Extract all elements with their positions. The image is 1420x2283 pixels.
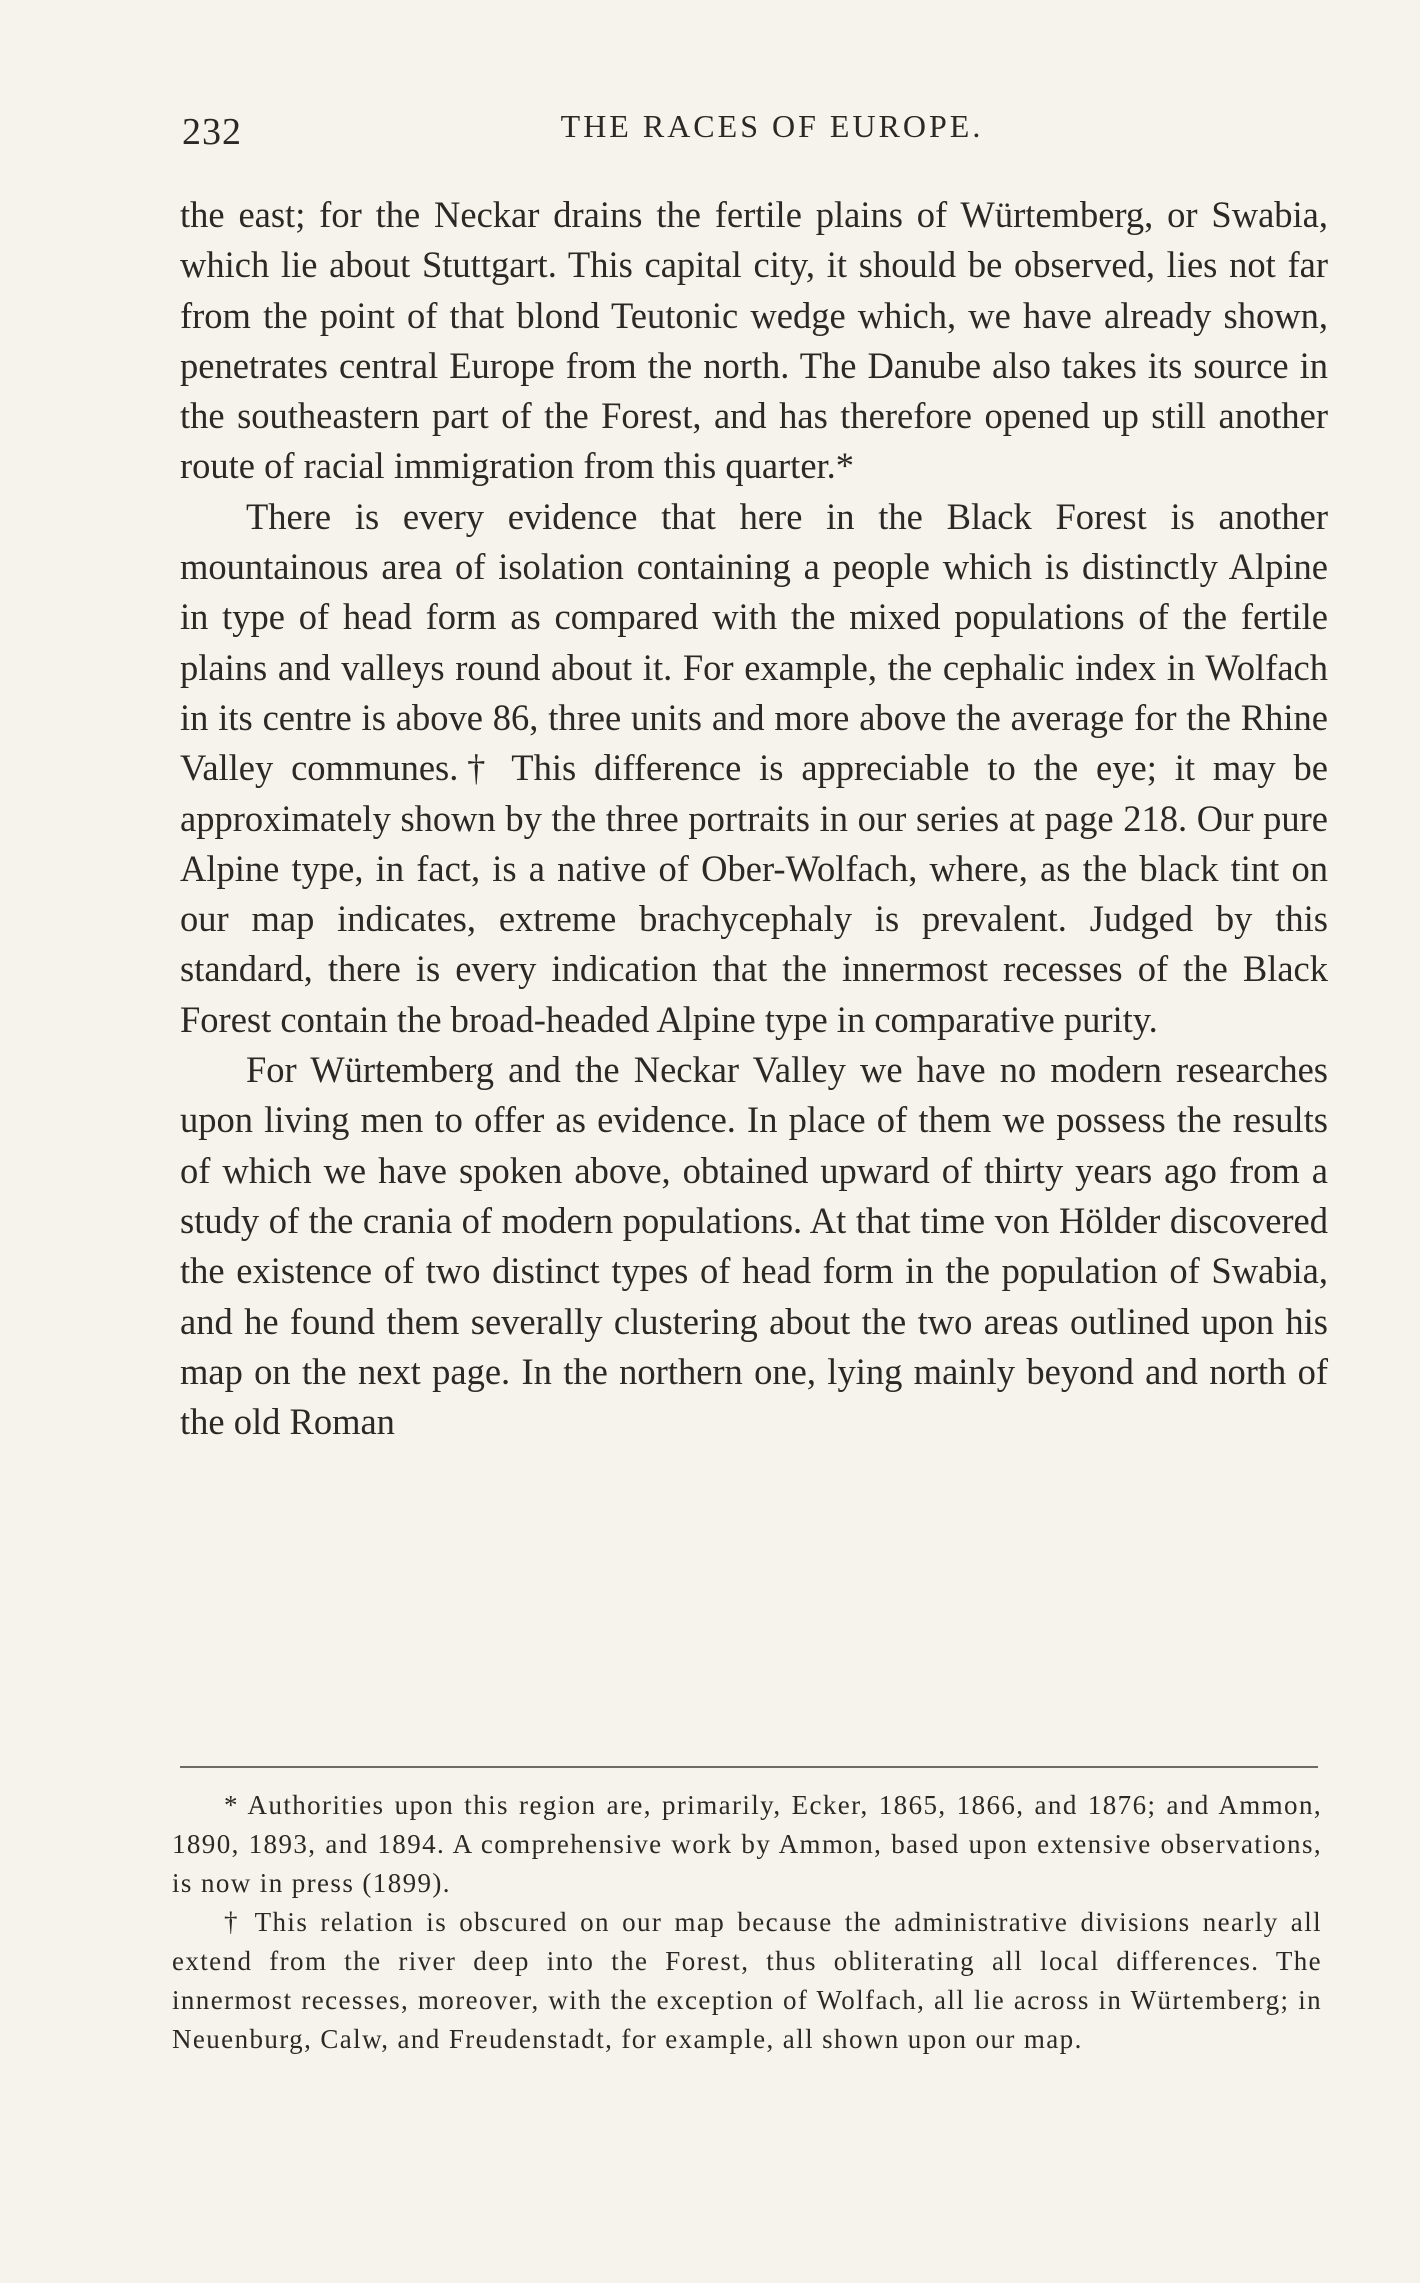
paragraph-wurtemberg: For Würtemberg and the Neckar Valley we have no modern researches upon living men to offer as evidence. In place of them we possess the results of which we have spoken above, obtained upward of thirty years ago from a study of the crania of modern populations. At that time von Hölder discovered the existence of two distinct types of head form in the population of Swabia, and he found them severally clustering about the two areas outlined upon his map on the next page. In the northern one, lying mainly beyond and north of the old Roman — [180, 1049, 1328, 1443]
page-number: 232 — [182, 111, 242, 153]
footnote-asterisk: * Authorities upon this region are, primarily, Ecker, 1865, 1866, and 1876; and Ammon, 1890, 1893, and 1894. A comprehensive work by Ammon, based upon extensive observations, is now in press (1899). — [172, 1790, 1322, 1898]
body-text — [180, 190, 1328, 1447]
paragraph-continuation: the east; for the Neckar drains the fertile plains of Würtemberg, or Swabia, which lie about Stuttgart. This capital city, it should be observed, lies not far from the point of that blond Teutonic wedge which, we have already shown, penetrates central Europe from the north. The Danube also takes its source in the southeastern part of the Forest, and has therefore opened up still another route of racial immigration from this quarter.* — [180, 194, 1328, 487]
footnote-rule — [180, 1766, 1318, 1768]
footnote-dagger: † This relation is obscured on our map because the administrative divisions nearly all extend from the river deep into the Forest, thus obliterating all local differences. The innermost recesses, moreover, with the exception of Wolfach, all lie across in Würtemberg; in Neuenburg, Calw, and Freudenstadt, for example, all shown upon our map. — [172, 1907, 1322, 2054]
running-head — [182, 104, 1322, 152]
running-title: THE RACES OF EUROPE. — [560, 108, 984, 144]
paragraph-black-forest: There is every evidence that here in the Black Forest is another mountainous area of isolation containing a people which is distinctly Alpine in type of head form as compared with the mixed populations of the fertile plains and valleys round about it. For example, the cephalic index in Wolfach in its centre is above 86, three units and more above the average for the Rhine Valley communes.† This difference is appreciable to the eye; it may be approximately shown by the three portraits in our series at page 218. Our pure Alpine type, in fact, is a native of Ober-Wolfach, where, as the black tint on our map indicates, extreme brachycephaly is prevalent. Judged by this standard, there is every indication that the innermost recesses of the Black Forest contain the broad-headed Alpine type in comparative purity. — [180, 495, 1328, 1040]
footnotes — [172, 1786, 1322, 2059]
